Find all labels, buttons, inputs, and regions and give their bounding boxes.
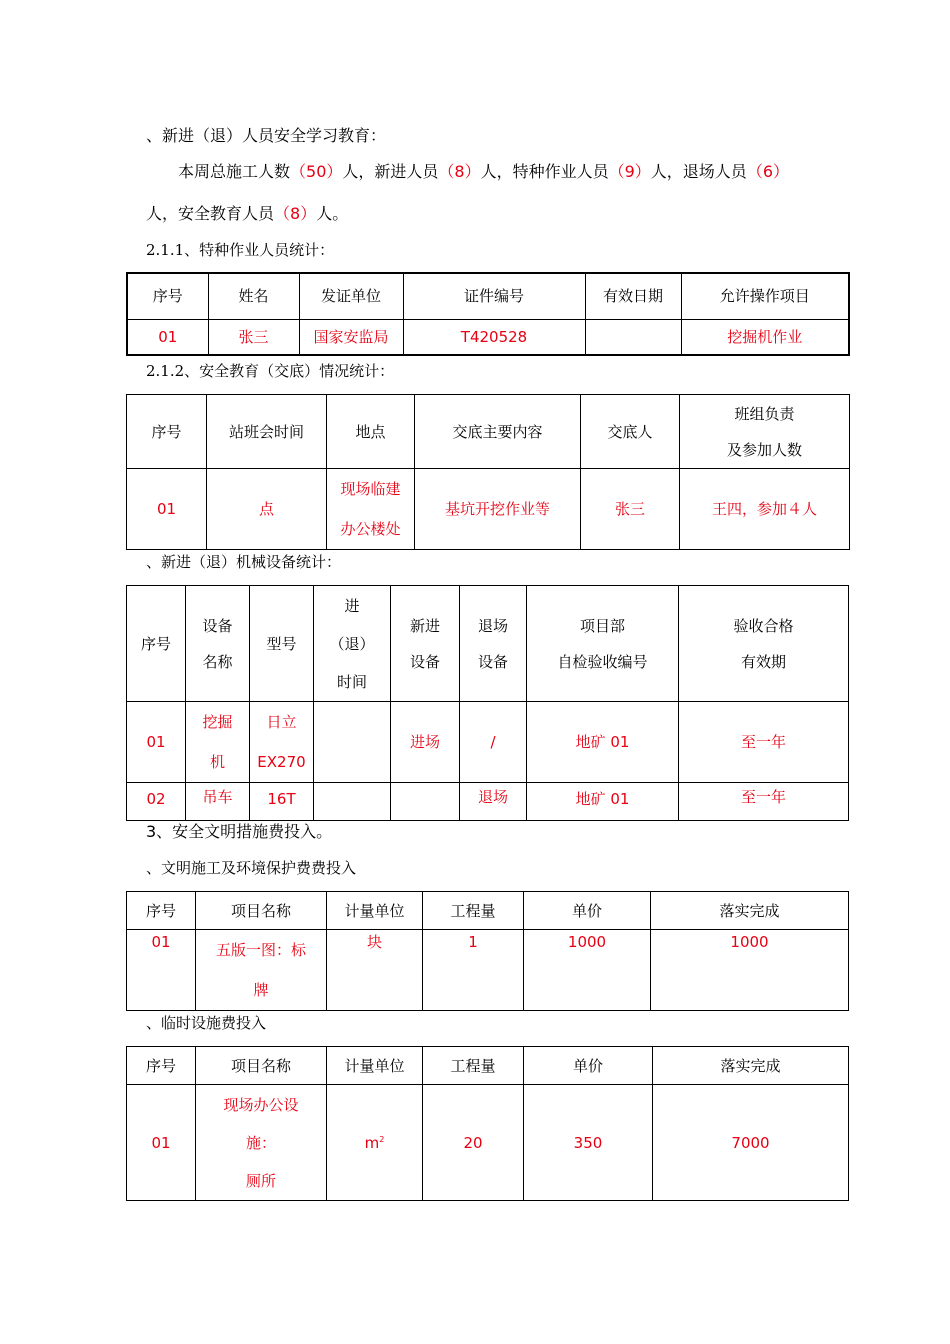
header-cell: 站班会时间 bbox=[207, 395, 327, 469]
table-cell bbox=[314, 702, 391, 783]
header-line: 退场 bbox=[477, 616, 508, 635]
table-cell: 地矿 01 bbox=[527, 702, 679, 783]
header-cell: 地点 bbox=[327, 395, 415, 469]
summary-text: 本周总施工人数 bbox=[178, 162, 291, 181]
table-cell bbox=[314, 783, 391, 821]
header-cell: 序号 bbox=[127, 273, 208, 319]
header-line: 有效期 bbox=[740, 652, 786, 671]
summary-text: 人，特种作业人员 bbox=[480, 162, 609, 181]
summary-value: （8） bbox=[274, 204, 317, 223]
temp-fees-table bbox=[126, 1046, 849, 1201]
table-cell bbox=[327, 1085, 423, 1201]
special-workers-table bbox=[126, 272, 850, 356]
header-line: 新进 bbox=[409, 616, 440, 635]
section-title-machines: 、新进（退）机械设备统计： bbox=[146, 553, 342, 571]
table-cell: 张三 bbox=[581, 469, 680, 550]
header-line: 时间 bbox=[336, 672, 367, 691]
cell-line: 厕所 bbox=[245, 1171, 276, 1190]
table-cell: 02 bbox=[127, 783, 186, 821]
table-row bbox=[127, 1085, 849, 1201]
table-row bbox=[127, 783, 849, 821]
table-row bbox=[127, 702, 849, 783]
header-line: 验收合格 bbox=[733, 616, 794, 635]
table-cell: 挖掘机作业 bbox=[681, 319, 849, 355]
personnel-summary-line1 bbox=[178, 162, 789, 182]
table-header-row bbox=[127, 395, 850, 469]
header-line: 设备 bbox=[409, 652, 440, 671]
cell-line: 日立 bbox=[266, 713, 297, 731]
table-cell: 基坑开挖作业等 bbox=[415, 469, 581, 550]
header-line: 班组负责 bbox=[734, 404, 795, 423]
table-cell bbox=[250, 702, 314, 783]
section-title-special-workers: 2.1.1、特种作业人员统计： bbox=[146, 241, 335, 259]
cell-line: 现场办公设 bbox=[223, 1095, 299, 1114]
table-cell: 01 bbox=[127, 930, 196, 1011]
unit-superscript: 2 bbox=[379, 1134, 385, 1144]
header-cell: 落实完成 bbox=[653, 1047, 849, 1085]
table-cell: 01 bbox=[127, 469, 207, 550]
safety-education-table bbox=[126, 394, 850, 550]
summary-value: （9） bbox=[608, 162, 651, 181]
table-cell: 地矿 01 bbox=[527, 783, 679, 821]
header-cell: 允许操作项目 bbox=[681, 273, 849, 319]
table-row bbox=[127, 930, 849, 1011]
table-cell: 7000 bbox=[653, 1085, 849, 1201]
table-header-row bbox=[127, 1047, 849, 1085]
table-cell bbox=[186, 702, 250, 783]
table-cell: 1000 bbox=[651, 930, 849, 1011]
table-cell: 张三 bbox=[208, 319, 299, 355]
summary-value: （8） bbox=[438, 162, 481, 181]
header-cell: 有效日期 bbox=[585, 273, 681, 319]
table-cell: 16T bbox=[250, 783, 314, 821]
header-cell bbox=[680, 395, 850, 469]
header-cell: 证件编号 bbox=[403, 273, 585, 319]
unit-text: m bbox=[364, 1133, 380, 1152]
table-cell: 350 bbox=[524, 1085, 653, 1201]
header-cell bbox=[527, 586, 679, 702]
section-heading-personnel: 、新进（退）人员安全学习教育： bbox=[146, 126, 387, 145]
machines-table bbox=[126, 585, 849, 821]
header-cell: 工程量 bbox=[423, 892, 524, 930]
personnel-summary-line2 bbox=[146, 204, 348, 224]
table-cell: T420528 bbox=[403, 319, 585, 355]
header-cell bbox=[679, 586, 849, 702]
cell-line: 牌 bbox=[253, 981, 269, 999]
table-row bbox=[127, 319, 849, 355]
header-line: 及参加人数 bbox=[726, 440, 802, 459]
summary-text: 人，安全教育人员 bbox=[146, 204, 275, 223]
header-line: 设备 bbox=[202, 616, 233, 635]
summary-text: 人，新进人员 bbox=[342, 162, 439, 181]
table-cell: 1000 bbox=[524, 930, 651, 1011]
header-line: （退） bbox=[329, 634, 375, 653]
header-cell: 项目名称 bbox=[196, 892, 327, 930]
header-cell: 交底人 bbox=[581, 395, 680, 469]
table-cell: 点 bbox=[207, 469, 327, 550]
table-cell bbox=[391, 783, 460, 821]
header-cell bbox=[186, 586, 250, 702]
header-cell: 计量单位 bbox=[327, 892, 423, 930]
header-cell: 交底主要内容 bbox=[415, 395, 581, 469]
table-cell: 吊车 bbox=[186, 783, 250, 821]
table-cell: 至一年 bbox=[679, 783, 849, 821]
header-line: 设备 bbox=[477, 652, 508, 671]
header-cell bbox=[460, 586, 527, 702]
header-cell: 单价 bbox=[524, 1047, 653, 1085]
header-cell: 序号 bbox=[127, 1047, 196, 1085]
table-cell bbox=[196, 930, 327, 1011]
cell-line: 现场临建 bbox=[340, 480, 401, 498]
table-cell: 1 bbox=[423, 930, 524, 1011]
table-cell: 01 bbox=[127, 319, 208, 355]
cell-line: EX270 bbox=[257, 753, 306, 771]
header-line: 名称 bbox=[202, 652, 233, 671]
header-cell: 工程量 bbox=[423, 1047, 524, 1085]
table-cell: 块 bbox=[327, 930, 423, 1011]
summary-text: 人。 bbox=[316, 204, 349, 223]
cell-line: 机 bbox=[209, 753, 225, 771]
table-cell bbox=[196, 1085, 327, 1201]
header-line: 进 bbox=[344, 596, 360, 615]
cell-line: 挖掘 bbox=[202, 713, 233, 731]
header-cell: 落实完成 bbox=[651, 892, 849, 930]
table-cell bbox=[585, 319, 681, 355]
section-title-safety-education: 2.1.2、安全教育（交底）情况统计： bbox=[146, 362, 395, 380]
table-header-row bbox=[127, 892, 849, 930]
table-cell: 01 bbox=[127, 1085, 196, 1201]
header-cell: 型号 bbox=[250, 586, 314, 702]
table-cell: 20 bbox=[423, 1085, 524, 1201]
table-cell: 退场 bbox=[460, 783, 527, 821]
section-title-civil-fees: 、文明施工及环境保护费费投入 bbox=[146, 859, 357, 877]
summary-value: （6） bbox=[746, 162, 789, 181]
header-line: 项目部 bbox=[579, 616, 625, 635]
table-cell: 01 bbox=[127, 702, 186, 783]
header-line: 自检验收编号 bbox=[557, 652, 648, 671]
header-cell: 项目名称 bbox=[196, 1047, 327, 1085]
header-cell: 序号 bbox=[127, 892, 196, 930]
cell-line: 办公楼处 bbox=[340, 520, 401, 538]
table-cell: 进场 bbox=[391, 702, 460, 783]
section-title-temp-fees: 、临时设施费投入 bbox=[146, 1014, 267, 1032]
table-row bbox=[127, 469, 850, 550]
header-cell bbox=[314, 586, 391, 702]
header-cell bbox=[391, 586, 460, 702]
table-cell: 王四，参加４人 bbox=[680, 469, 850, 550]
table-header-row bbox=[127, 586, 849, 702]
table-cell: 国家安监局 bbox=[299, 319, 403, 355]
header-cell: 序号 bbox=[127, 395, 207, 469]
cell-line: 五版一图：标 bbox=[215, 941, 306, 959]
summary-value: （50） bbox=[290, 162, 343, 181]
cell-line: 施： bbox=[245, 1133, 276, 1152]
table-header-row bbox=[127, 273, 849, 319]
civil-fees-table bbox=[126, 891, 849, 1011]
table-cell: 至一年 bbox=[679, 702, 849, 783]
header-cell: 计量单位 bbox=[327, 1047, 423, 1085]
section-title-safety-fees: 3、安全文明措施费投入。 bbox=[146, 822, 333, 841]
table-cell bbox=[327, 469, 415, 550]
summary-text: 人，退场人员 bbox=[650, 162, 747, 181]
header-cell: 姓名 bbox=[208, 273, 299, 319]
header-cell: 发证单位 bbox=[299, 273, 403, 319]
header-cell: 序号 bbox=[127, 586, 186, 702]
table-cell: / bbox=[460, 702, 527, 783]
header-cell: 单价 bbox=[524, 892, 651, 930]
